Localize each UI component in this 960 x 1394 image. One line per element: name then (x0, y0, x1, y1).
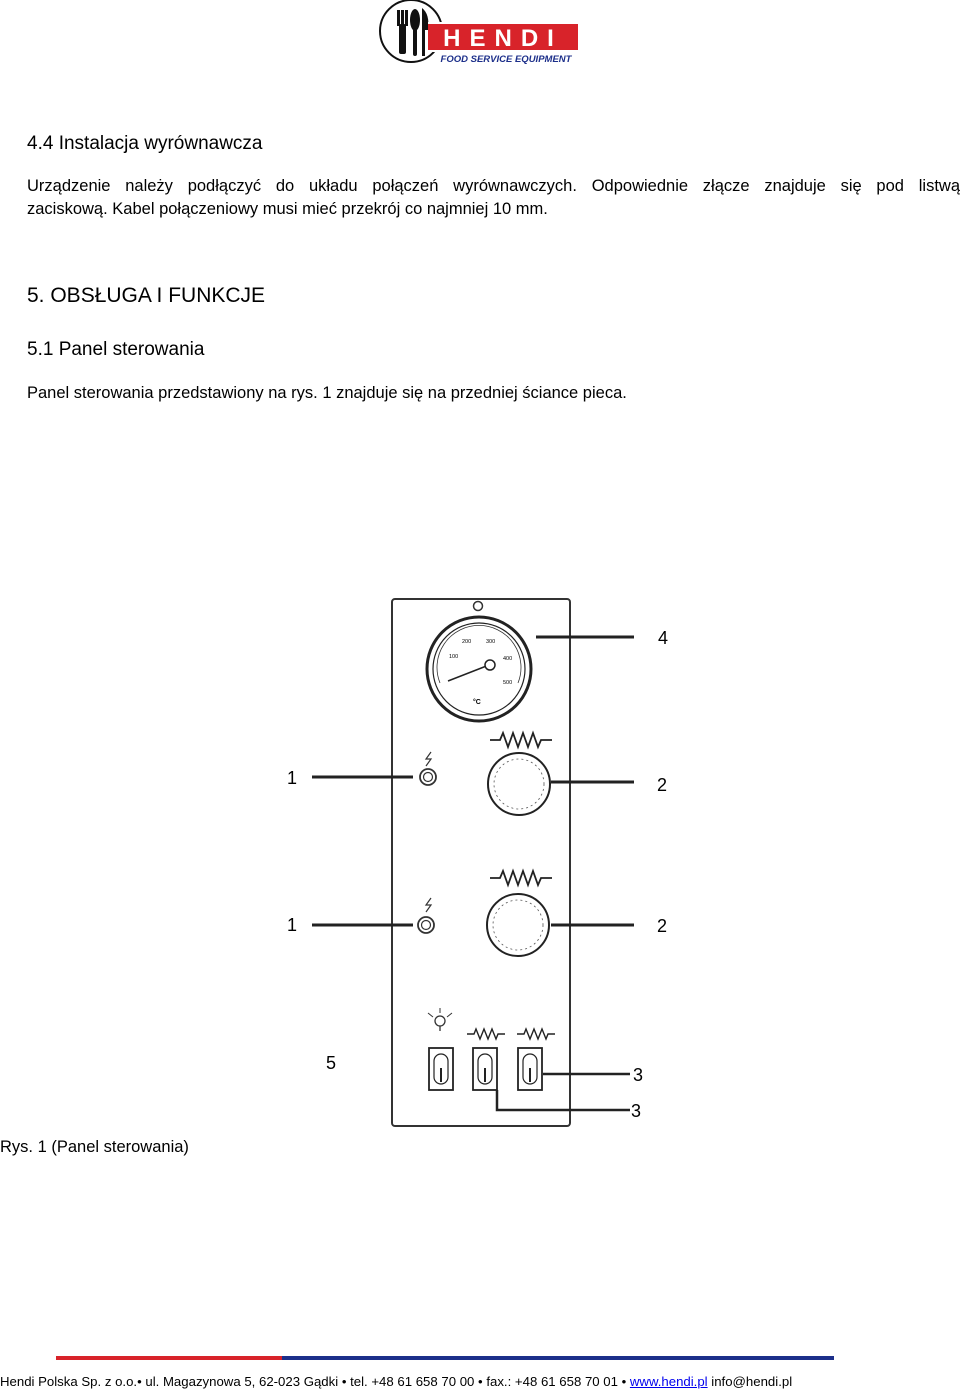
gauge-tick-label: 400 (503, 656, 513, 662)
callout-number: 3 (631, 1101, 642, 1121)
callout-number: 4 (658, 628, 669, 648)
heading-operation: 5. OBSŁUGA I FUNKCJE (27, 284, 266, 307)
thermostat-knob (487, 894, 549, 956)
heater-switch (473, 1048, 497, 1090)
figure-caption: Rys. 1 (Panel sterowania) (0, 1138, 189, 1156)
hendi-logo (378, 0, 582, 66)
thermostat-knob (488, 753, 550, 815)
thermometer-gauge (427, 617, 531, 721)
logo-tagline: FOOD SERVICE EQUIPMENT (440, 54, 572, 65)
heading-control-panel: 5.1 Panel sterowania (27, 339, 205, 360)
page-footer (0, 1374, 792, 1389)
callout-number: 5 (326, 1053, 337, 1073)
gauge-tick-label: 200 (462, 639, 472, 645)
gauge-tick-label: 100 (449, 654, 459, 660)
callout-number: 2 (657, 775, 668, 795)
heading-equipotential: 4.4 Instalacja wyrównawcza (27, 133, 263, 154)
footer-company-info: Hendi Polska Sp. z o.o.• ul. Magazynowa 5, 62-023 Gądki • tel. +48 61 658 70 00 • fax.: +48 61 658 70 01 • (0, 1374, 630, 1389)
heater-switch (518, 1048, 542, 1090)
callout-number: 3 (633, 1065, 644, 1085)
footer-website-link[interactable]: www.hendi.pl (629, 1374, 708, 1389)
footer-divider (56, 1356, 834, 1360)
control-panel-figure (270, 590, 690, 1135)
paragraph-equipotential (27, 175, 960, 221)
gauge-tick-label: 300 (486, 639, 496, 645)
gauge-tick-label: 500 (503, 680, 513, 686)
gauge-unit-label: °C (473, 699, 481, 706)
paragraph-line: zaciskową. Kabel połączeniowy musi mieć przekrój co najmniej 10 mm. (27, 200, 548, 218)
footer-divider-blue (282, 1356, 834, 1360)
light-switch (429, 1048, 453, 1090)
footer-email: info@hendi.pl (707, 1374, 793, 1389)
logo-brand: HENDI (443, 25, 563, 52)
paragraph-line: Urządzenie należy podłączyć do układu połączeń wyrównawczych. Odpowiednie złącze znajduje się pod listwą (27, 177, 960, 195)
footer-divider-red (56, 1356, 282, 1360)
paragraph-control-panel: Panel sterowania przedstawiony na rys. 1 znajduje się na przedniej ściance pieca. (27, 384, 627, 402)
callout-number: 1 (287, 915, 298, 935)
callout-number: 1 (287, 768, 298, 788)
callout-number: 2 (657, 916, 668, 936)
